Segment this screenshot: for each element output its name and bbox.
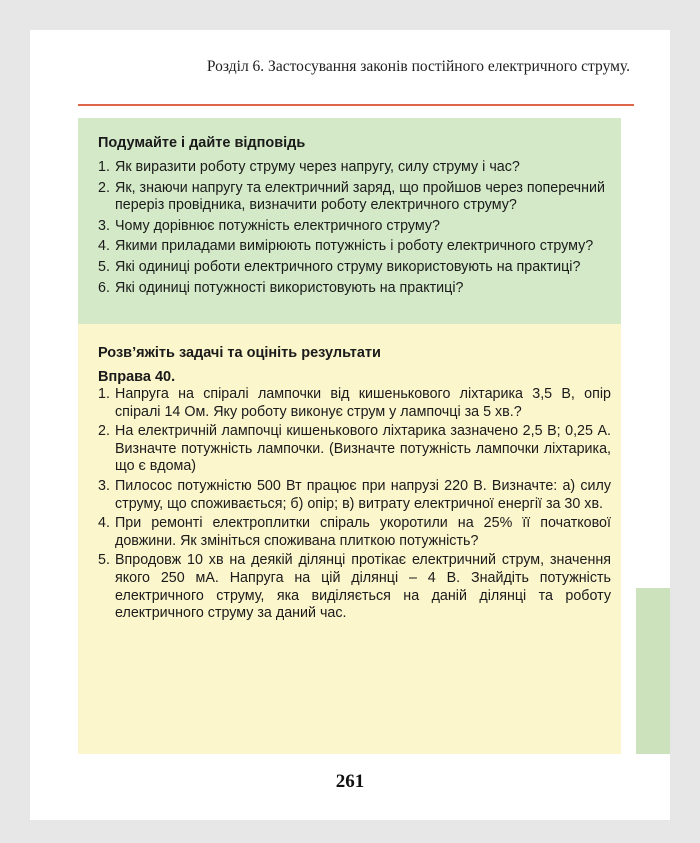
task-item	[98, 478, 611, 513]
task-item	[98, 552, 611, 622]
question-number: 1.	[98, 159, 110, 175]
tasks-list	[98, 386, 611, 623]
task-text: При ремонті електроплитки спіраль укоротили на 25% її початкової довжини. Як змініться споживана плиткою потужність?	[115, 515, 611, 549]
task-text: Пилосос потужністю 500 Вт працює при напрузі 220 В. Визначте: а) силу струму, що споживається; б) опір; в) витрату електричної енергії за 30 хв.	[115, 477, 611, 512]
question-item	[98, 159, 608, 177]
question-number: 5.	[98, 258, 110, 275]
questions-list	[98, 159, 608, 297]
page-number: 261	[335, 771, 365, 792]
question-text: Які одиниці роботи електричного струму використовують на практиці?	[115, 258, 581, 275]
task-number: 2.	[98, 423, 110, 440]
tasks-box	[78, 324, 621, 754]
question-text: Які одиниці потужності використовують на практиці?	[115, 279, 464, 296]
task-number: 1.	[98, 386, 110, 402]
task-number: 3.	[98, 477, 110, 494]
task-item	[98, 386, 611, 421]
task-item	[98, 515, 611, 550]
questions-box	[78, 118, 621, 324]
question-item	[98, 259, 608, 277]
header-rule	[78, 104, 634, 106]
task-text: Напруга на спіралі лампочки від кишенькового ліхтарика 3,5 В, опір спіралі 14 Ом. Яку роботу виконує струм у лампочці за 5 хв.?	[115, 386, 611, 420]
exercise-label: Вправа 40.	[98, 369, 176, 385]
question-item	[98, 218, 608, 236]
question-item	[98, 238, 608, 256]
question-text: Якими приладами вимірюють потужність і роботу електричного струму?	[115, 238, 594, 255]
question-number: 4.	[98, 238, 110, 255]
question-text: Як виразити роботу струму через напругу, силу струму і час?	[115, 159, 520, 175]
question-text: Як, знаючи напругу та електричний заряд, що пройшов через поперечний переріз провідника, визначити роботу електричного струму?	[115, 179, 605, 214]
question-item	[98, 180, 608, 215]
task-text: На електричній лампочці кишенькового ліхтарика зазначено 2,5 В; 0,25 А. Визначте потужність лампочки. (Визначте потужність лампочки ліхтарика, що є вдома)	[115, 423, 611, 475]
question-number: 2.	[98, 179, 110, 196]
question-item	[98, 280, 608, 298]
task-number: 5.	[98, 552, 110, 569]
chapter-side-tab	[636, 588, 670, 754]
question-number: 6.	[98, 279, 110, 296]
task-number: 4.	[98, 515, 110, 532]
task-item	[98, 423, 611, 476]
running-head: Розділ 6. Застосування законів постійного електричного струму.	[206, 58, 630, 75]
question-number: 3.	[98, 217, 110, 234]
question-text: Чому дорівнює потужність електричного струму?	[115, 217, 440, 234]
tasks-title: Розв’яжіть задачі та оцініть результати	[98, 345, 381, 361]
questions-title: Подумайте і дайте відповідь	[98, 135, 306, 151]
task-text: Впродовж 10 хв на деякій ділянці протікає електричний струм, значення якого 250 мА. Напруга на цій ділянці – 4 В. Знайдіть потужність електричного струму, яка виділяється на даній ділянці та роботу електричного струму за даний час.	[115, 552, 611, 622]
